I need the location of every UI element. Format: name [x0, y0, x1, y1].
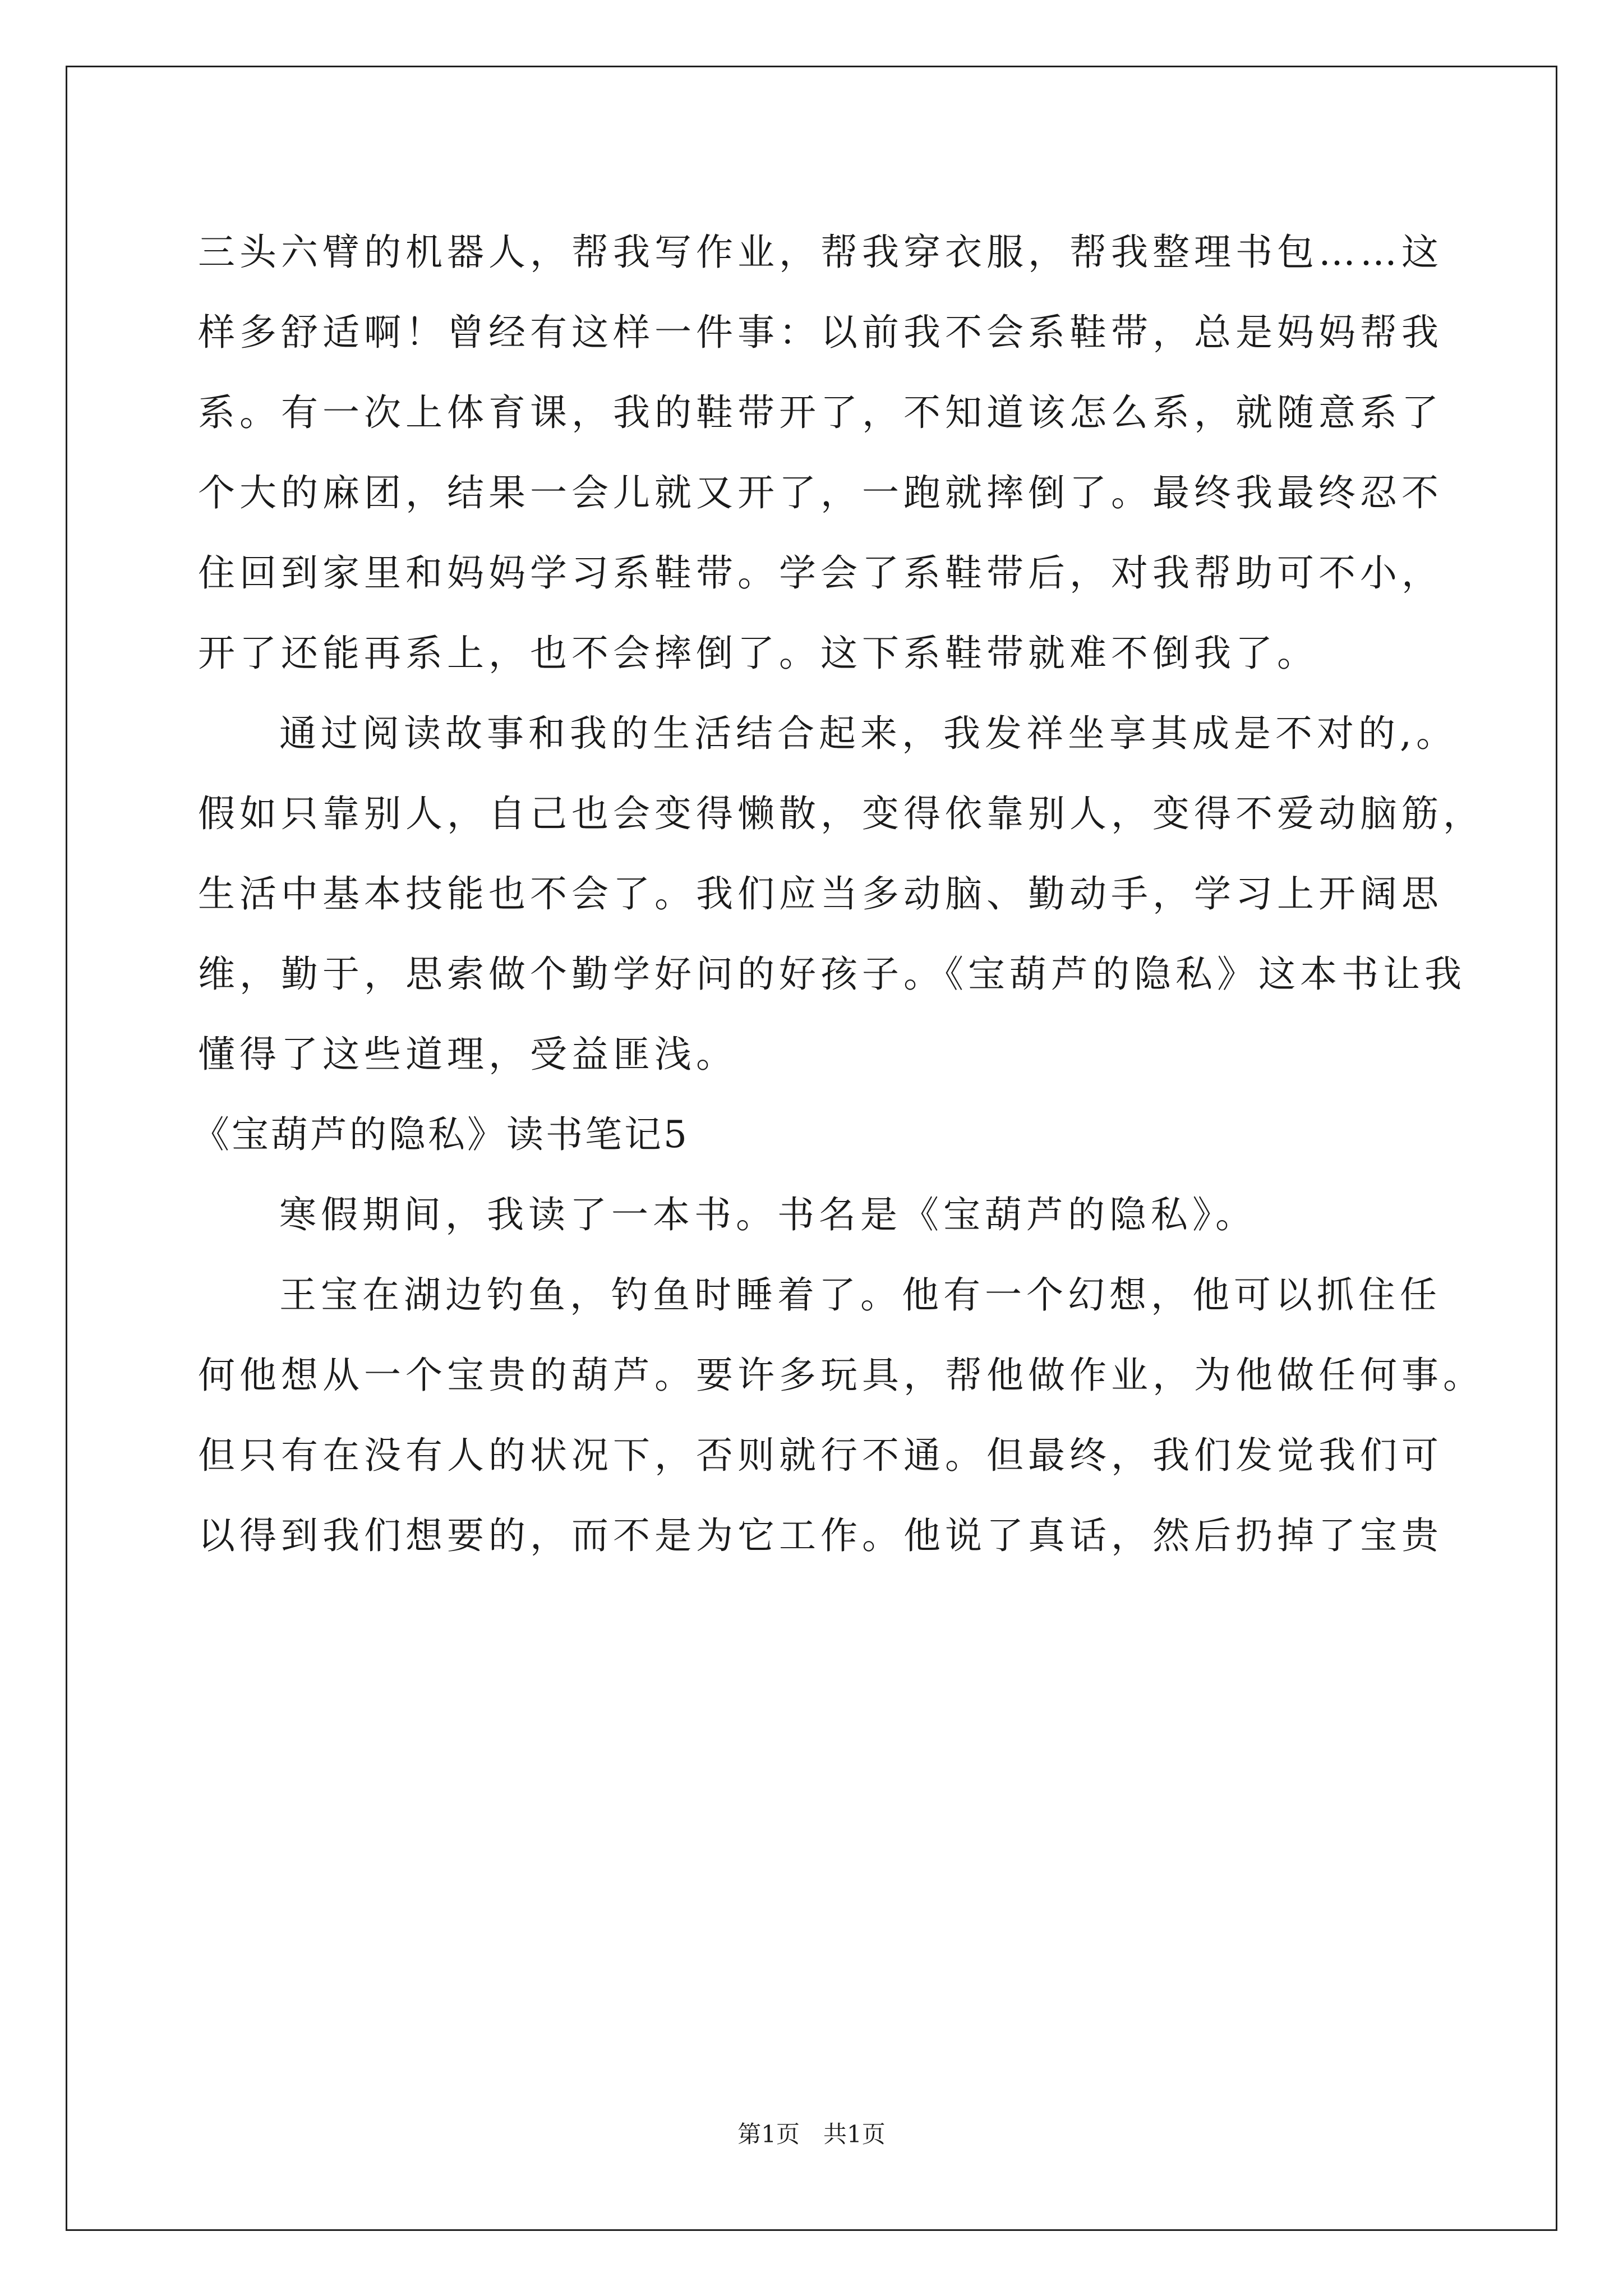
text-line: 但只有在没有人的状况下，否则就行不通。但最终，我们发觉我们可 [198, 1434, 1443, 1477]
paragraph-start-line: 寒假期间，我读了一本书。书名是《宝葫芦的隐私》。 [279, 1193, 1257, 1236]
text-line: 个大的麻团，结果一会儿就又开了，一跑就摔倒了。最终我最终忍不 [198, 471, 1443, 514]
page-footer [0, 2118, 1623, 2151]
text-line: 懂得了这些道理，受益匪浅。 [198, 1033, 737, 1076]
paragraph-start-line: 通过阅读故事和我的生活结合起来，我发祥坐享其成是不对的,。 [279, 712, 1458, 755]
text-line: 何他想从一个宝贵的葫芦。要许多玩具，帮他做作业，为他做任何事。 [198, 1354, 1484, 1397]
text-line: 生活中基本技能也不会了。我们应当多动脑、勤动手，学习上开阔思 [198, 872, 1443, 915]
text-line: 维，勤于，思索做个勤学好问的好孩子。《宝葫芦的隐私》这本书让我 [198, 953, 1466, 996]
document-body [192, 212, 1484, 1576]
text-line: 开了还能再系上，也不会摔倒了。这下系鞋带就难不倒我了。 [198, 632, 1318, 675]
text-line: 住回到家里和妈妈学习系鞋带。学会了系鞋带后，对我帮助可不小， [198, 551, 1443, 595]
text-line: 假如只靠别人，自己也会变得懒散，变得依靠别人，变得不爱动脑筋， [198, 792, 1484, 835]
paragraph-start-line: 王宝在湖边钓鱼，钓鱼时睡着了。他有一个幻想，他可以抓住任 [279, 1273, 1441, 1317]
text-line: 三头六臂的机器人，帮我写作业，帮我穿衣服，帮我整理书包……这 [198, 231, 1443, 274]
text-line: 系。有一次上体育课，我的鞋带开了，不知道该怎么系，就随意系了 [198, 391, 1443, 434]
section-heading: 《宝葫芦的隐私》读书笔记5 [192, 1113, 689, 1156]
text-line: 样多舒适啊！曾经有这样一件事：以前我不会系鞋带，总是妈妈帮我 [198, 311, 1443, 354]
text-line: 以得到我们想要的，而不是为它工作。他说了真话，然后扔掉了宝贵 [198, 1514, 1443, 1557]
page-number: 第1页 共1页 [737, 2120, 886, 2148]
